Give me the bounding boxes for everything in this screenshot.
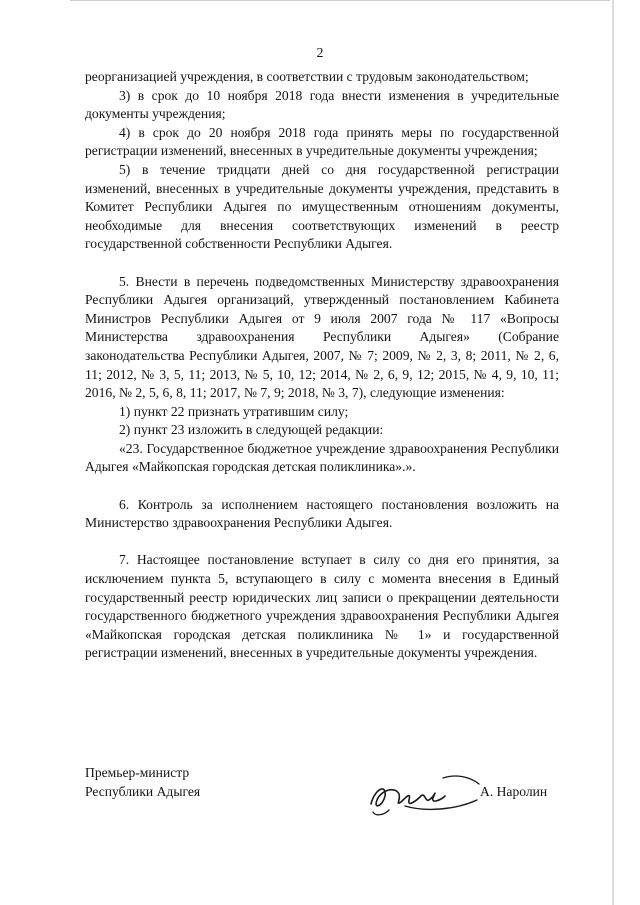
paragraph-section-5: 5. Внести в перечень подведомственных Министерству здравоохранения Республики Адыгея организаций, утвержденный постановлением Кабинета Министров Республики Адыгея от 9 июля 2007 года № 117 «Вопросы Министерства здравоохранения Республики Адыгея» (Собрание законодательства Республики Адыгея, 2007, № 7; 2009, № 2, 3, 8; 2011, № 2, 6, 11; 2012, № 3, 5, 11; 2013, № 5, 10, 12; 2014, № 2, 6, 9, 12; 2015, № 4, 9, 10, 11; 2016, № 2, 5, 6, 8, 11; 2017, № 7, 9; 2018, № 3, 7), следующие изменения: xyxy=(85,273,559,401)
paragraph-item-3: 3) в срок до 10 ноября 2018 года внести изменения в учредительные документы учреждения; xyxy=(85,87,559,122)
paragraph-section-7: 7. Настоящее постановление вступает в силу со дня его принятия, за исключением пункта 5, вступающего в силу с момента внесения в Единый государственный реестр юридических лиц записи о прекращении деятельности государственного бюджетного учреждения здравоохранения Республики Адыгея «Майкопская городская детская поликлиника № 1» и государственной регистрации изменений, внесенных в учредительные документы учреждения. xyxy=(85,552,559,661)
paragraph-subitem-1: 1) пункт 22 признать утратившим силу; xyxy=(119,403,349,419)
page-number: 2 xyxy=(316,46,324,61)
document-body xyxy=(85,68,559,663)
scan-edge-right xyxy=(612,0,614,905)
paragraph-item-5: 5) в течение тридцати дней со дня государственной регистрации изменений, внесенных в учредительные документы учреждения, представить в Комитет Республики Адыгея по имущественным отношениям документы, необходимые для внесения соответствующих изменений в реестр государственной собственности Республики Адыгея. xyxy=(85,161,559,252)
signatory-title-line-2: Республики Адыгея xyxy=(85,783,201,799)
paragraph-continuation: реорганизацией учреждения, в соответствии с трудовым законодательством; xyxy=(85,69,529,84)
signatory-title xyxy=(85,764,200,801)
paragraph-subitem-2: 2) пункт 23 изложить в следующей редакции: xyxy=(119,422,384,438)
handwritten-signature xyxy=(365,770,485,820)
paragraph-section-6: 6. Контроль за исполнением настоящего постановления возложить на Министерство здравоохранения Республики Адыгея. xyxy=(85,496,559,531)
paragraph-item-4: 4) в срок до 20 ноября 2018 года принять меры по государственной регистрации изменений, внесенных в учредительные документы учреждения; xyxy=(85,124,559,159)
paragraph-quoted-item-23: «23. Государственное бюджетное учреждение здравоохранения Республики Адыгея «Майкопская городская детская поликлиника».». xyxy=(85,440,559,475)
signatory-name: А. Наролин xyxy=(480,784,548,799)
scan-edge-top xyxy=(70,0,610,7)
signatory-title-line-1: Премьер-министр xyxy=(85,765,190,780)
